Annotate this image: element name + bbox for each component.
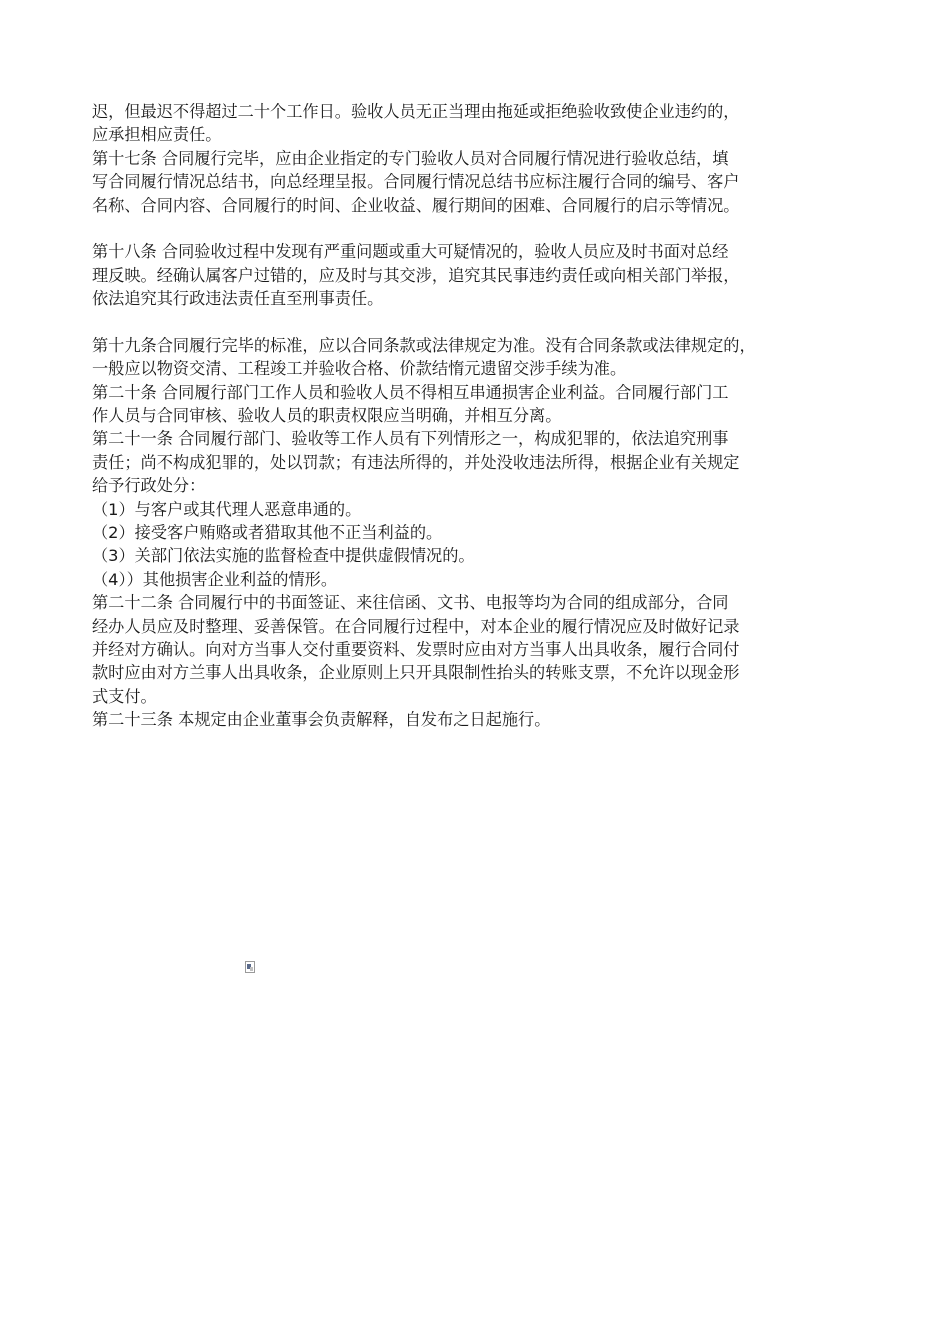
text-line: 写合同履行情况总结书，向总经理呈报。合同履行情况总结书应标注履行合同的编号、客户	[92, 172, 740, 192]
text-line: 应承担相应责任。	[92, 125, 222, 145]
text-line: 依法追究其行政违法责任直至刑事责任。	[92, 289, 384, 309]
text-line: 理反映。经确认属客户过错的，应及时与其交涉，追究其民事违约责任或向相关部门举报，	[92, 265, 740, 285]
list-item: （4））其他损害企业利益的情形。	[92, 569, 338, 589]
text-line: 第十九条合同履行完毕的标准，应以合同条款或法律规定为准。没有合同条款或法律规定的，	[92, 335, 756, 355]
text-line: 迟，但最迟不得超过二十个工作日。验收人员无正当理由拖延或拒绝验收致使企业违约的，	[92, 102, 740, 121]
text-line: 第二十一条 合同履行部门、验收等工作人员有下列情形之一，构成犯罪的，依法追究刑事	[92, 429, 729, 449]
text-line: 第十八条 合同验收过程中发现有严重问题或重大可疑情况的，验收人员应及时书面对总经	[92, 242, 729, 262]
text-line: 第十七条 合同履行完毕，应由企业指定的专门验收人员对合同履行情况进行验收总结，填	[92, 148, 729, 168]
blank-line	[92, 217, 872, 240]
text-line: 款时应由对方兰事人出具收条，企业原则上只开具限制性抬头的转账支票，不允许以现金形	[92, 663, 740, 683]
list-item: （2）接受客户贿赂或者猎取其他不正当利益的。	[92, 523, 443, 543]
text-line: 作人员与合同审核、验收人员的职责权限应当明确，并相互分离。	[92, 406, 562, 426]
small-image-icon	[245, 961, 255, 973]
list-item: （1）与客户或其代理人恶意串通的。	[92, 499, 362, 519]
list-item: （3）关部门依法实施的监督检查中提供虚假情况的。	[92, 546, 475, 566]
text-line: 第二十二条 合同履行中的书面签证、来往信函、文书、电报等均为合同的组成部分，合同	[92, 593, 729, 613]
text-line: 第二十条 合同履行部门工作人员和验收人员不得相互串通损害企业利益。合同履行部门工	[92, 382, 729, 402]
text-line: 式支付。	[92, 686, 157, 706]
text-line: 一般应以物资交清、工程竣工并验收合格、价款结惰元遗留交涉手续为准。	[92, 359, 627, 379]
text-line: 第二十三条 本规定由企业董事会负责解释，自发布之日起施行。	[92, 710, 551, 730]
text-line: 经办人员应及时整理、妥善保管。在合同履行过程中，对本企业的履行情况应及时做好记录	[92, 616, 740, 636]
text-line: 给予行政处分：	[92, 476, 206, 496]
text-line: 责任；尚不构成犯罪的，处以罚款；有违法所得的，并处没收违法所得，根据企业有关规定	[92, 452, 740, 472]
text-line: 名称、合同内容、合同履行的时间、企业收益、履行期间的困难、合同履行的启示等情况。	[92, 195, 740, 215]
text-line: 并经对方确认。向对方当事人交付重要资料、发票时应由对方当事人出具收条，履行合同付	[92, 639, 740, 659]
blank-line	[92, 311, 872, 334]
document-body	[92, 100, 872, 732]
